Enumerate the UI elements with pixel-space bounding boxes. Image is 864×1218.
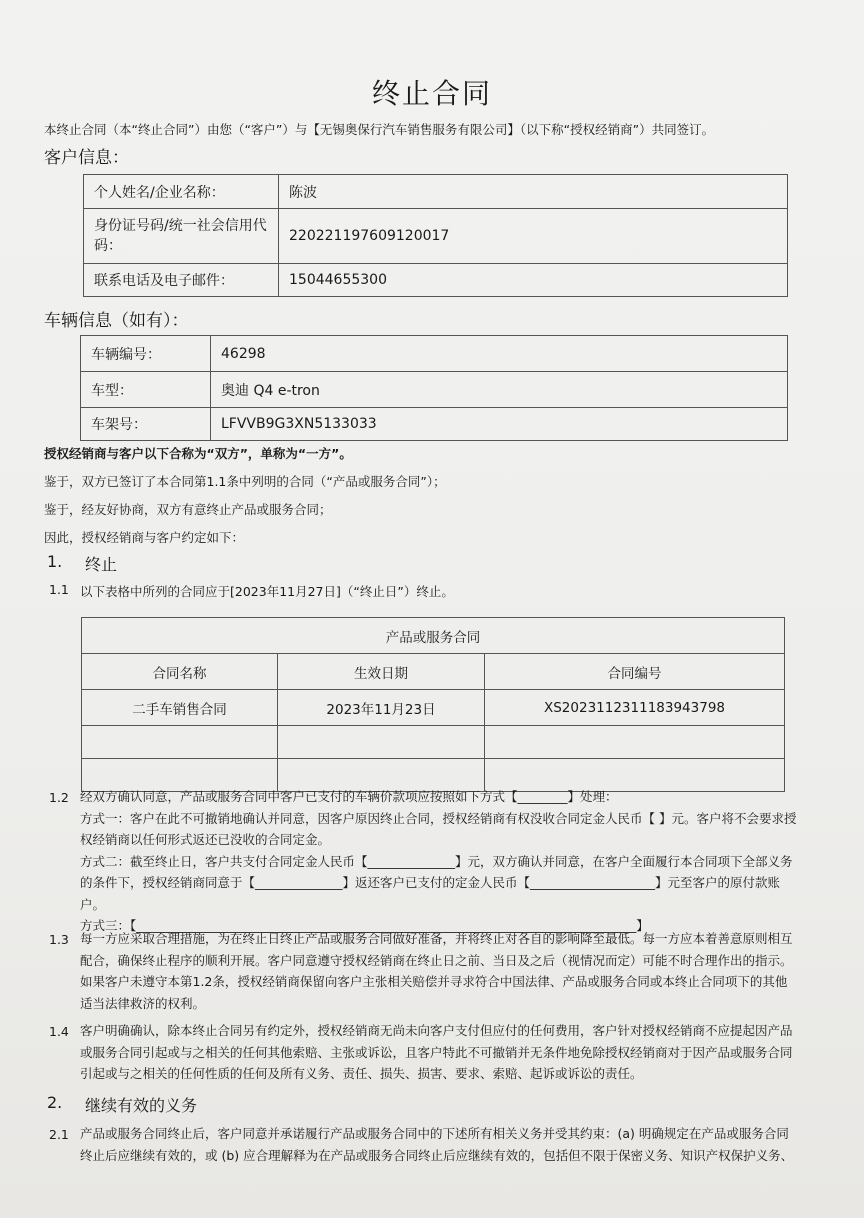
product-table-caption: 产品或服务合同 [82,618,785,654]
clause-1-3-number: 1.3 [49,932,69,947]
table-cell: XS2023112311183943798 [485,690,785,726]
clause-1-1-text: 以下表格中所列的合同应于[2023年11月27日]（“终止日”）终止。 [80,584,454,599]
vehicle-row [81,336,788,372]
customer-value: 220221197609120017 [279,209,788,264]
table-cell: 二手车销售合同 [82,690,278,726]
clause-line: 户。 [80,896,106,912]
vehicle-info-table [80,335,788,441]
customer-label: 联系电话及电子邮件： [84,264,279,297]
clause-line: 引起或与之相关的任何性质的任何及所有义务、责任、损失、损害、要求、索赔、起诉或诉讼的责任。 [80,1066,643,1081]
vehicle-label: 车辆编号： [81,336,211,372]
customer-info-table [83,174,788,297]
customer-label: 身份证号码/统一社会信用代码： [84,209,279,264]
clause-line: 配合，确保终止程序的顺利开展。客户同意遵守授权经销商在终止日之前、当日及之后（视情况而定）可能不时合理作出的指示。 [80,952,793,968]
table-cell [82,726,278,759]
clause-line: 如果客户未遵守本第1.2条，授权经销商保留向客户主张相关赔偿并寻求符合中国法律、产品或服务合同或本终止合同项下的其他 [80,974,788,989]
customer-row [84,209,788,264]
intro-paragraph: 本终止合同（本“终止合同”）由您（“客户”）与【无锡奥保行汽车销售服务有限公司】（以下称“授权经销商”）共同签订。 [44,122,715,137]
table-row [82,690,785,726]
recital-2: 鉴于，双方已签订了本合同第1.1条中列明的合同（“产品或服务合同”）； [44,474,446,489]
vehicle-value: 奥迪 Q4 e-tron [211,372,788,408]
clause-1-2-number: 1.2 [49,790,69,805]
clause-line: 或服务合同引起或与之相关的任何其他索赔、主张或诉讼，且客户特此不可撤销并无条件地免除授权经销商对于因产品或服务合同 [80,1044,793,1060]
vehicle-value: LFVVB9G3XN5133033 [211,408,788,441]
clause-line: 产品或服务合同终止后，客户同意并承诺履行产品或服务合同中的下述所有相关义务并受其约束：(a) 明确规定在产品或服务合同 [80,1126,789,1141]
product-table-caption-row [82,618,785,654]
column-header: 合同编号 [485,654,785,690]
clause-1-4-number: 1.4 [49,1024,69,1039]
clause-line: 适当法律救济的权利。 [80,995,206,1011]
section-2-title: 继续有效的义务 [85,1096,198,1115]
clause-line: 每一方应采取合理措施，为在终止日终止产品或服务合同做好准备，并将终止对各自的影响降至最低。每一方应本着善意原则相互 [80,931,793,946]
column-header: 合同名称 [82,654,278,690]
product-table-header-row [82,654,785,690]
product-contract-table [81,617,785,792]
document-title: 终止合同 [371,77,492,110]
clause-line: 的条件下，授权经销商同意于【______________】返还客户已支付的定金人民币【____________________】元至客户的原付款账 [80,875,781,890]
vehicle-label: 车架号： [81,408,211,441]
clause-2-1-number: 2.1 [49,1127,69,1142]
clause-line: 权经销商以任何形式返还已没收的合同定金。 [80,832,331,847]
vehicle-info-heading: 车辆信息（如有）： [44,311,189,331]
clause-line: 方式一：客户在此不可撤销地确认并同意，因客户原因终止合同，授权经销商有权没收合同定金人民币【 】元。客户将不会要求授 [80,810,797,826]
customer-value: 陈波 [279,175,788,209]
clause-1-4-text [80,1020,793,1085]
clause-line: 终止后应继续有效的，或 (b) 应合理解释为在产品或服务合同终止后应继续有效的，包括但不限于保密义务、知识产权保护义务、 [80,1147,794,1163]
table-cell [485,726,785,759]
section-1-number: 1. [47,552,63,571]
customer-row [84,175,788,209]
clause-1-3-text [80,928,793,1014]
recital-4: 因此，授权经销商与客户约定如下： [44,530,245,545]
vehicle-row [81,408,788,441]
clause-line: 客户明确确认，除本终止合同另有约定外，授权经销商无尚未向客户支付但应付的任何费用，客户针对授权经销商不应提起因产品 [80,1023,793,1038]
customer-row [84,264,788,297]
vehicle-value: 46298 [211,336,788,372]
clause-2-1-text [80,1123,793,1166]
customer-value: 15044655300 [279,264,788,297]
recital-3: 鉴于，经友好协商，双方有意终止产品或服务合同； [44,502,332,517]
section-1-title: 终止 [85,555,118,574]
table-cell [278,726,485,759]
column-header: 生效日期 [278,654,485,690]
vehicle-label: 车型： [81,372,211,408]
section-2-number: 2. [47,1093,63,1112]
clause-line: 经双方确认同意，产品或服务合同中客户已支付的车辆价款项应按照如下方式【________】处理： [80,789,618,804]
table-row [82,726,785,759]
vehicle-row [81,372,788,408]
clause-line: 方式二：截至终止日，客户共支付合同定金人民币【______________】元，双方确认并同意，在客户全面履行本合同项下全部义务 [80,853,793,869]
customer-info-heading: 客户信息： [44,148,129,168]
clause-1-2-text [80,786,825,937]
clause-line: 方式三：【________________________________________________________________________________】 [80,918,649,933]
customer-label: 个人姓名/企业名称： [84,175,279,209]
recital-1: 授权经销商与客户以下合称为“双方”，单称为“一方”。 [44,446,352,461]
table-cell: 2023年11月23日 [278,690,485,726]
clause-1-1-number: 1.1 [49,582,69,597]
